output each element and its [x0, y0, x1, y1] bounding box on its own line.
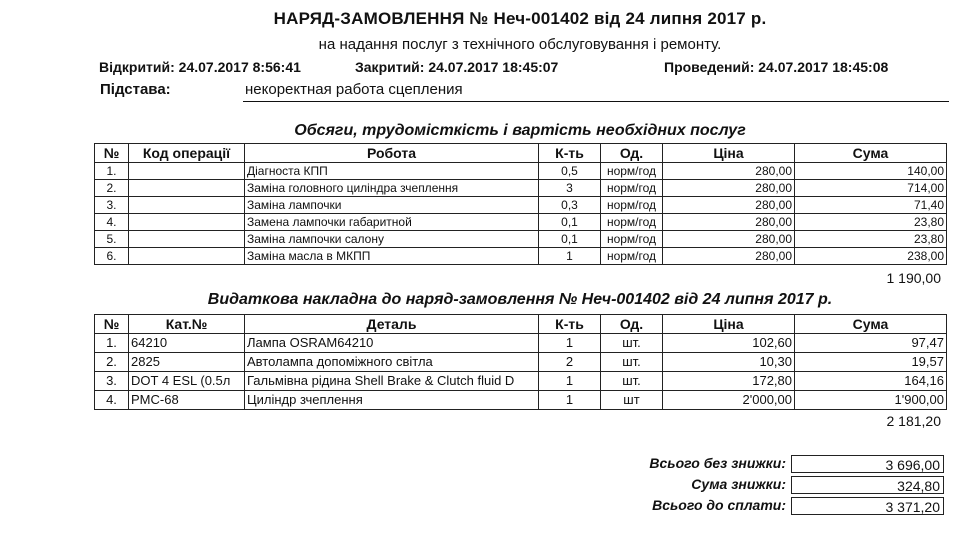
price: 280,00 — [663, 214, 795, 231]
unit: норм/год — [601, 197, 663, 214]
part-name: Гальмівна рідина Shell Brake & Clutch fluid D — [245, 372, 539, 391]
operation-code — [129, 163, 245, 180]
quantity: 0,3 — [539, 197, 601, 214]
work-name: Заміна масла в МКПП — [245, 248, 539, 265]
total-without-discount-label: Всього без знижки: — [649, 455, 786, 471]
parts-section-title: Видаткова накладна до наряд-замовлення № Неч-001402 від 24 липня 2017 р. — [207, 291, 833, 308]
opened-date: Відкритий: 24.07.2017 8:56:41 — [99, 59, 301, 75]
price: 280,00 — [663, 197, 795, 214]
unit: шт. — [601, 372, 663, 391]
catalog-number: 64210 — [129, 334, 245, 353]
operation-code — [129, 180, 245, 197]
table-row — [95, 391, 947, 410]
price: 280,00 — [663, 163, 795, 180]
column-header: Ціна — [663, 144, 795, 163]
sum: 140,00 — [795, 163, 947, 180]
table-row — [95, 231, 947, 248]
quantity: 2 — [539, 353, 601, 372]
table-row — [95, 334, 947, 353]
column-header: Деталь — [245, 315, 539, 334]
column-header: Код операції — [129, 144, 245, 163]
table-header-row — [95, 144, 947, 163]
discount-amount-label: Сума знижки: — [691, 476, 786, 492]
operation-code — [129, 248, 245, 265]
table-row — [95, 163, 947, 180]
total-to-pay-label: Всього до сплати: — [652, 497, 786, 513]
conducted-date: Проведений: 24.07.2017 18:45:08 — [664, 59, 889, 75]
row-number: 2. — [95, 353, 129, 372]
quantity: 3 — [539, 180, 601, 197]
work-name: Заміна головного циліндра зчеплення — [245, 180, 539, 197]
sum: 19,57 — [795, 353, 947, 372]
sum: 164,16 — [795, 372, 947, 391]
quantity: 0,1 — [539, 214, 601, 231]
price: 2'000,00 — [663, 391, 795, 410]
sum: 238,00 — [795, 248, 947, 265]
column-header: Кат.№ — [129, 315, 245, 334]
operation-code — [129, 214, 245, 231]
column-header: № — [95, 144, 129, 163]
catalog-number: 2825 — [129, 353, 245, 372]
column-header: Од. — [601, 144, 663, 163]
price: 280,00 — [663, 231, 795, 248]
sum: 714,00 — [795, 180, 947, 197]
work-name: Заміна лампочки — [245, 197, 539, 214]
basis-value: некоректная работа сцепления — [245, 81, 463, 98]
parts-total: 2 181,20 — [886, 413, 941, 429]
unit: норм/год — [601, 163, 663, 180]
sum: 1'900,00 — [795, 391, 947, 410]
sum: 23,80 — [795, 214, 947, 231]
discount-amount-value: 324,80 — [791, 476, 944, 494]
parts-table — [94, 314, 947, 410]
row-number: 1. — [95, 163, 129, 180]
basis-underline — [243, 101, 949, 102]
unit: шт. — [601, 334, 663, 353]
catalog-number: DOT 4 ESL (0.5л — [129, 372, 245, 391]
work-name: Заміна лампочки салону — [245, 231, 539, 248]
column-header: № — [95, 315, 129, 334]
unit: шт — [601, 391, 663, 410]
document-subtitle: на надання послуг з технічного обслуговування і ремонту. — [318, 36, 722, 53]
row-number: 2. — [95, 180, 129, 197]
operation-code — [129, 231, 245, 248]
column-header: Сума — [795, 315, 947, 334]
row-number: 4. — [95, 391, 129, 410]
part-name: Циліндр зчеплення — [245, 391, 539, 410]
closed-date: Закритий: 24.07.2017 18:45:07 — [355, 59, 559, 75]
row-number: 1. — [95, 334, 129, 353]
table-row — [95, 248, 947, 265]
unit: шт. — [601, 353, 663, 372]
unit: норм/год — [601, 214, 663, 231]
quantity: 0,1 — [539, 231, 601, 248]
quantity: 1 — [539, 334, 601, 353]
unit: норм/год — [601, 180, 663, 197]
document-title: НАРЯД-ЗАМОВЛЕННЯ № Неч-001402 від 24 липня 2017 р. — [273, 9, 767, 28]
price: 280,00 — [663, 248, 795, 265]
column-header: К-ть — [539, 315, 601, 334]
unit: норм/год — [601, 248, 663, 265]
basis-label: Підстава: — [100, 81, 171, 98]
price: 172,80 — [663, 372, 795, 391]
row-number: 3. — [95, 372, 129, 391]
row-number: 3. — [95, 197, 129, 214]
quantity: 0,5 — [539, 163, 601, 180]
part-name: Автолампа допоміжного світла — [245, 353, 539, 372]
table-row — [95, 197, 947, 214]
row-number: 4. — [95, 214, 129, 231]
quantity: 1 — [539, 248, 601, 265]
unit: норм/год — [601, 231, 663, 248]
quantity: 1 — [539, 391, 601, 410]
column-header: Ціна — [663, 315, 795, 334]
catalog-number: PMC-68 — [129, 391, 245, 410]
column-header: Робота — [245, 144, 539, 163]
table-row — [95, 372, 947, 391]
operation-code — [129, 197, 245, 214]
table-row — [95, 353, 947, 372]
total-without-discount-value: 3 696,00 — [791, 455, 944, 473]
work-name: Діагноста КПП — [245, 163, 539, 180]
row-number: 5. — [95, 231, 129, 248]
column-header: К-ть — [539, 144, 601, 163]
services-section-title: Обсяги, трудомісткість і вартість необхідних послуг — [294, 122, 746, 139]
table-row — [95, 180, 947, 197]
work-name: Замена лампочки габаритной — [245, 214, 539, 231]
sum: 71,40 — [795, 197, 947, 214]
price: 102,60 — [663, 334, 795, 353]
total-to-pay-value: 3 371,20 — [791, 497, 944, 515]
quantity: 1 — [539, 372, 601, 391]
column-header: Сума — [795, 144, 947, 163]
sum: 23,80 — [795, 231, 947, 248]
price: 10,30 — [663, 353, 795, 372]
part-name: Лампа OSRAM64210 — [245, 334, 539, 353]
services-total: 1 190,00 — [886, 270, 941, 286]
table-row — [95, 214, 947, 231]
services-table — [94, 143, 947, 265]
row-number: 6. — [95, 248, 129, 265]
table-header-row — [95, 315, 947, 334]
column-header: Од. — [601, 315, 663, 334]
price: 280,00 — [663, 180, 795, 197]
sum: 97,47 — [795, 334, 947, 353]
